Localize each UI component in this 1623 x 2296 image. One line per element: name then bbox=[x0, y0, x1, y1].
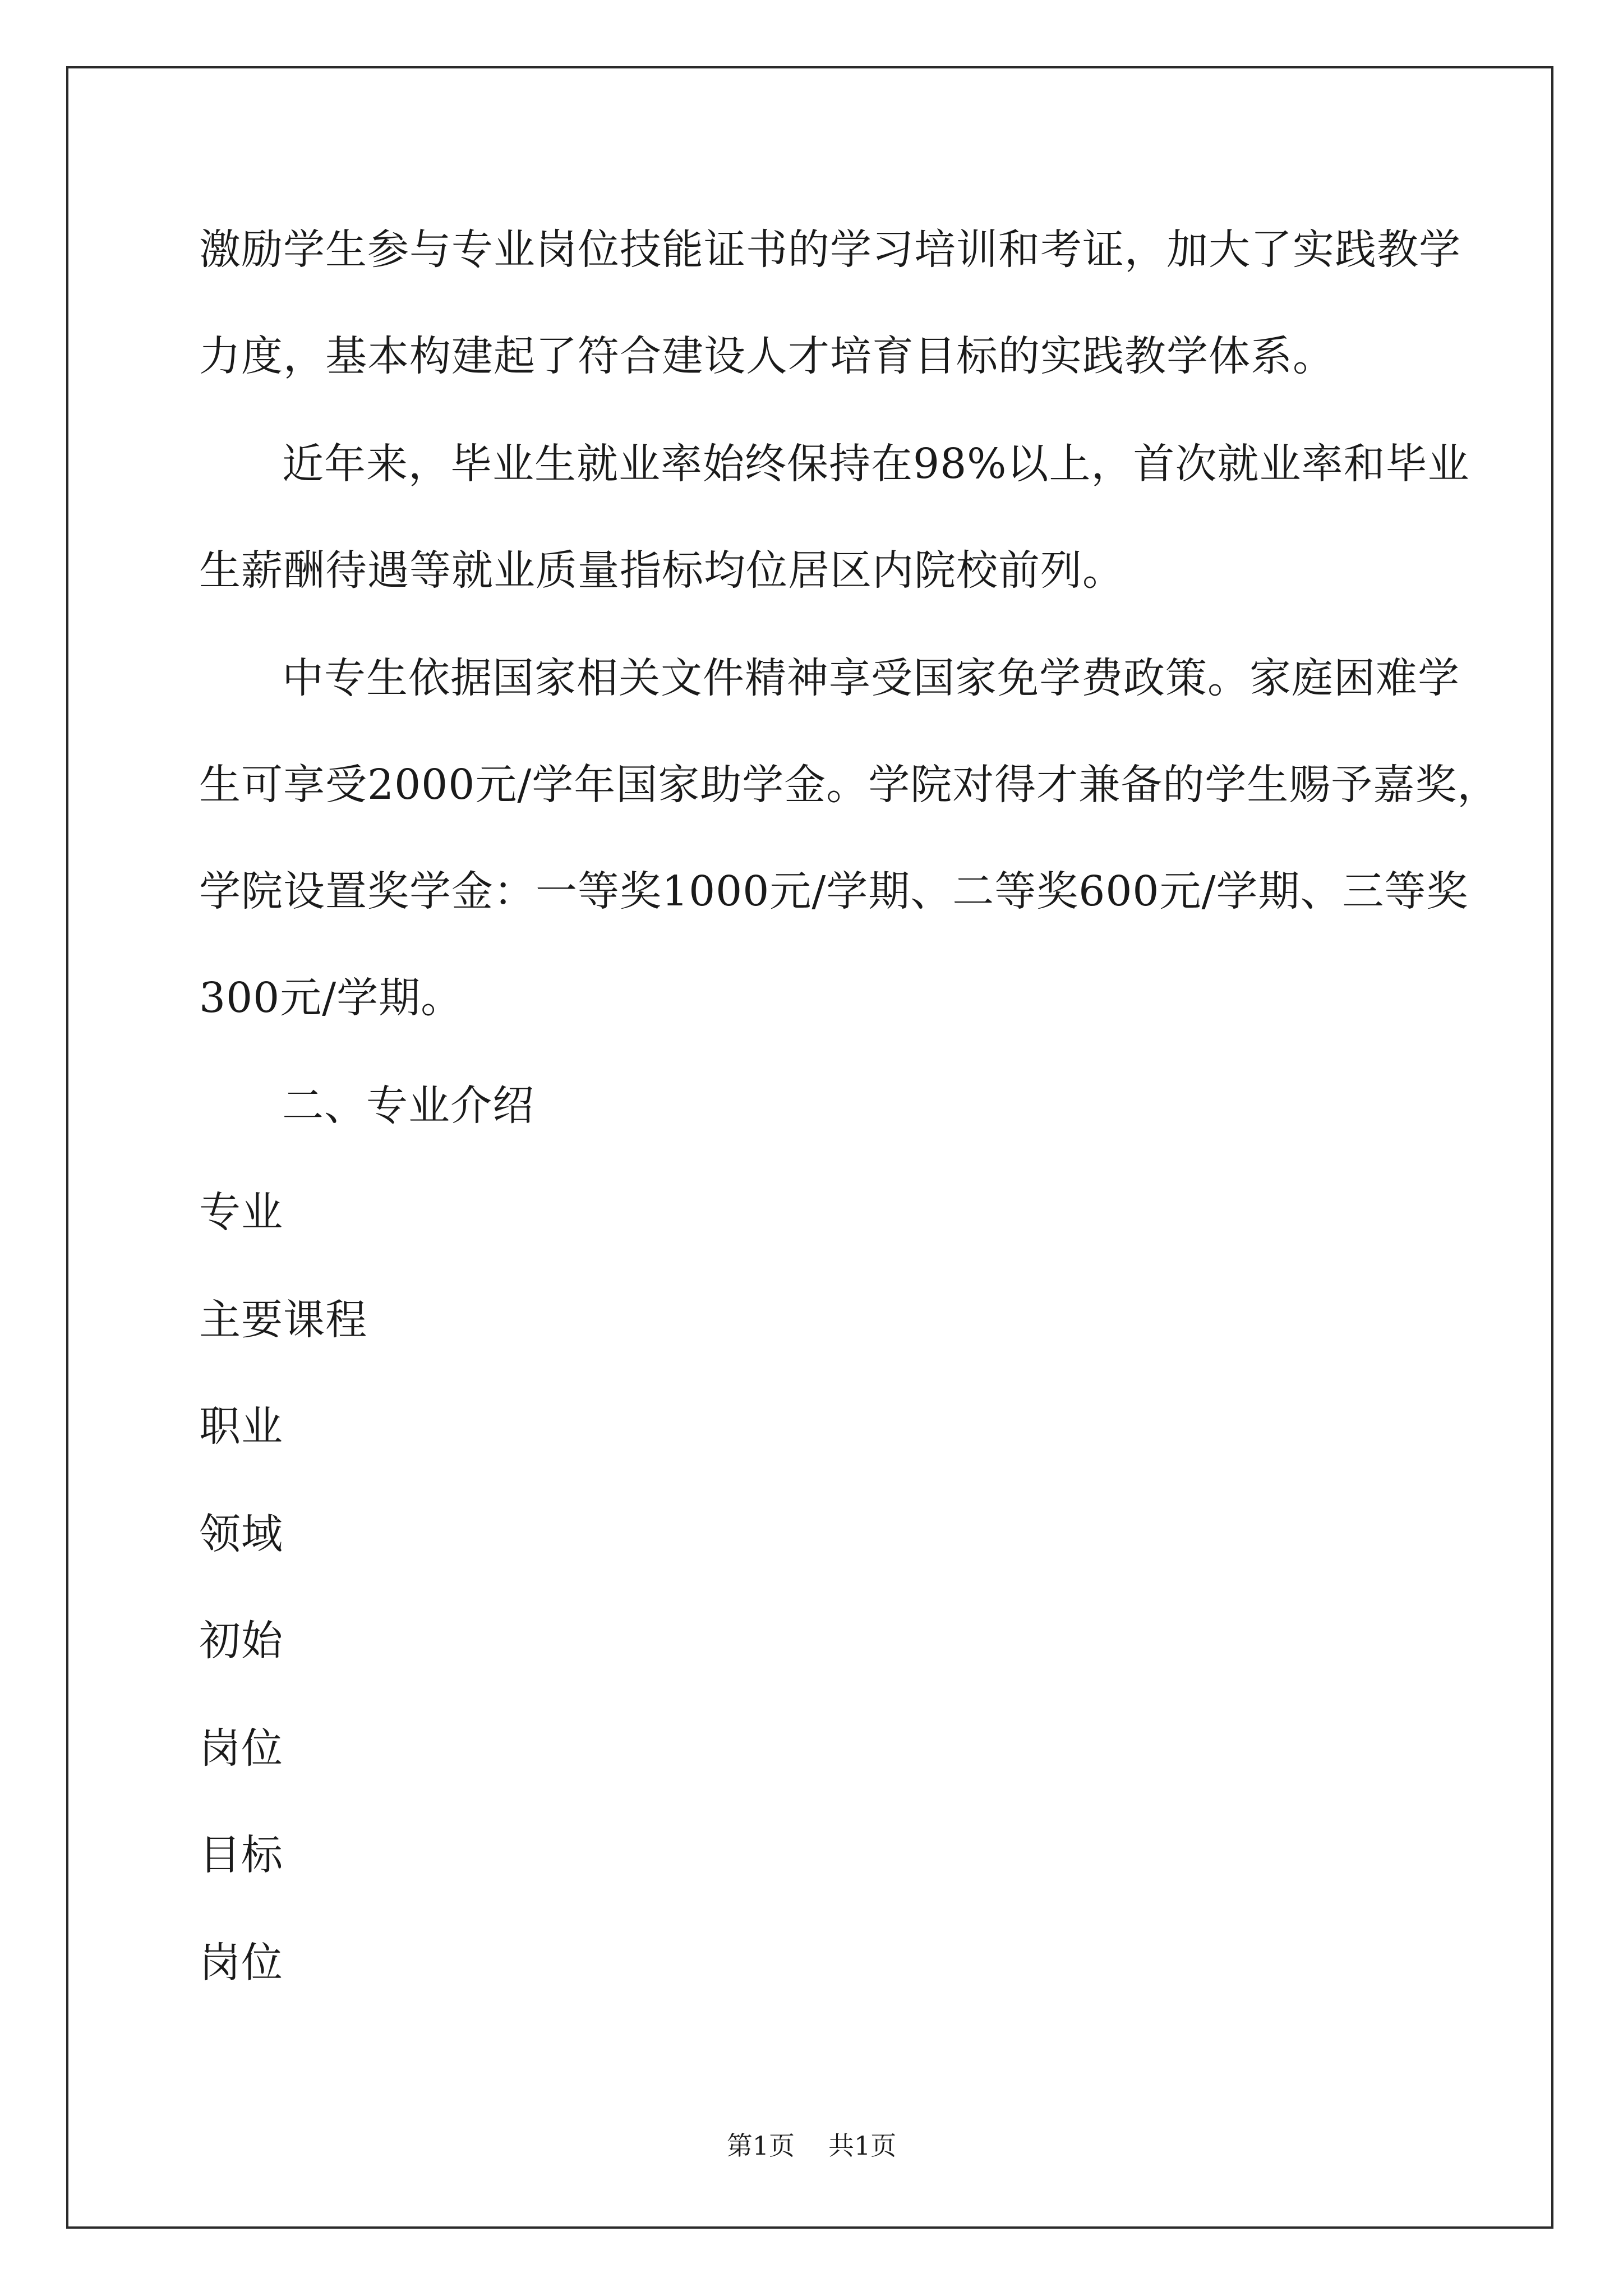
page-total: 共1页 bbox=[828, 2131, 897, 2161]
table-label-position-2: 岗位 bbox=[199, 1939, 283, 1987]
body-line-6: 生可享受2000元/学年国家助学金。学院对得才兼备的学生赐予嘉奖， bbox=[199, 761, 1500, 809]
body-line-2: 力度，基本构建起了符合建设人才培育目标的实践教学体系。 bbox=[199, 332, 1335, 380]
body-line-5: 中专生依据国家相关文件精神享受国家免学费政策。家庭困难学 bbox=[282, 654, 1460, 702]
table-label-field: 领域 bbox=[199, 1510, 283, 1558]
body-line-8: 300元/学期。 bbox=[199, 974, 463, 1022]
page-number: 第1页 bbox=[726, 2131, 795, 2161]
body-line-4: 生薪酬待遇等就业质量指标均位居区内院校前列。 bbox=[199, 546, 1124, 595]
table-label-initial: 初始 bbox=[199, 1617, 283, 1665]
section-heading: 二、专业介绍 bbox=[282, 1082, 534, 1130]
body-line-3: 近年来，毕业生就业率始终保持在98%以上，首次就业率和毕业 bbox=[282, 440, 1470, 488]
table-label-major: 专业 bbox=[199, 1188, 283, 1236]
table-label-position-1: 岗位 bbox=[199, 1724, 283, 1773]
page-footer bbox=[0, 2133, 1623, 2159]
body-line-7: 学院设置奖学金：一等奖1000元/学期、二等奖600元/学期、三等奖 bbox=[199, 867, 1469, 915]
table-label-target: 目标 bbox=[199, 1831, 283, 1879]
page-border bbox=[66, 66, 1553, 2229]
body-line-1: 激励学生参与专业岗位技能证书的学习培训和考证，加大了实践教学 bbox=[199, 226, 1461, 274]
table-label-main-courses: 主要课程 bbox=[199, 1296, 367, 1344]
table-label-career: 职业 bbox=[199, 1402, 283, 1451]
